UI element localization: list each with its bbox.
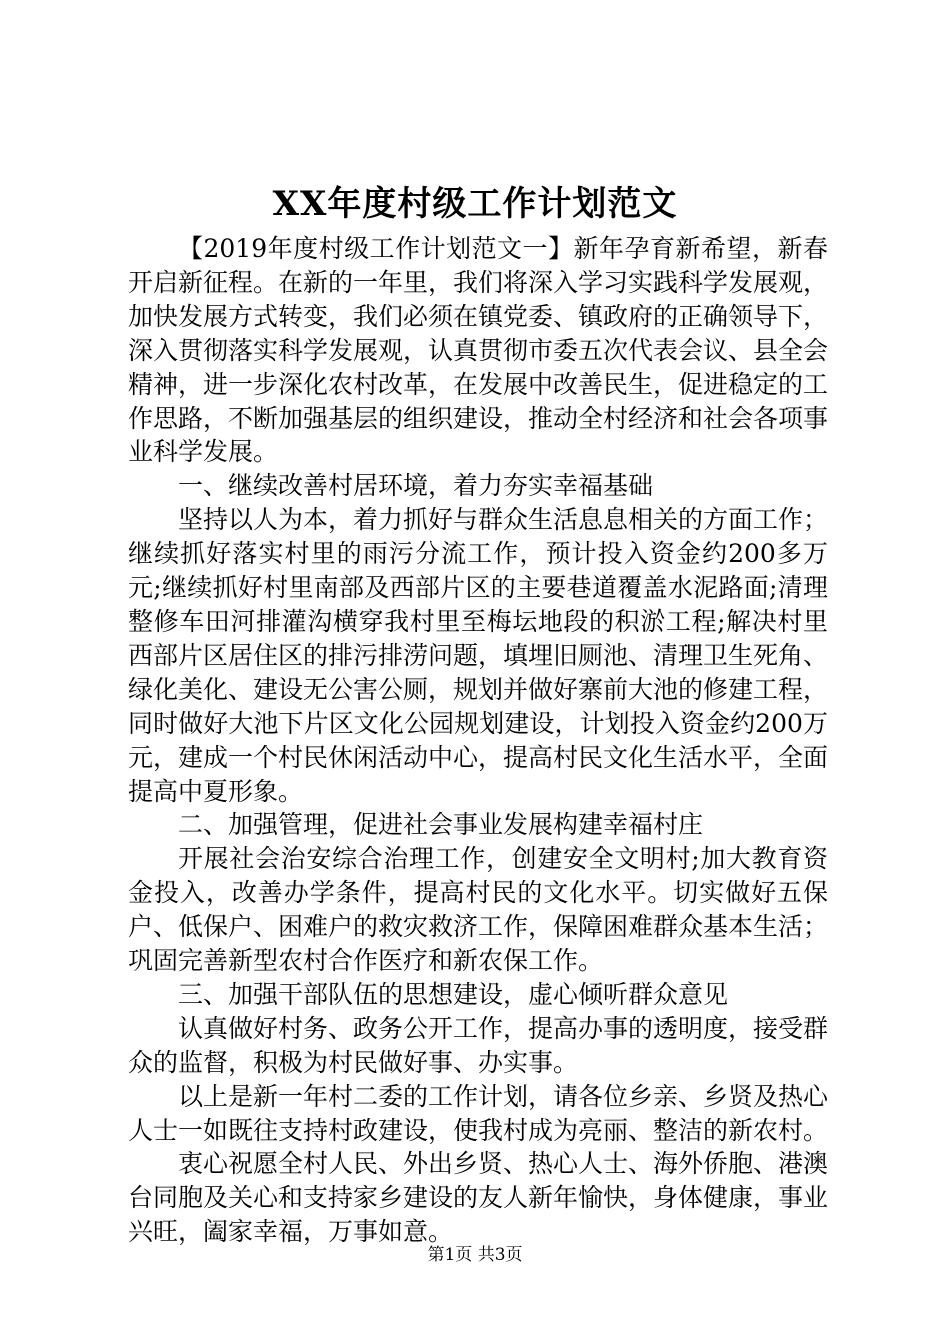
document-title: XX年度村级工作计划范文 bbox=[272, 184, 678, 224]
document-body bbox=[128, 232, 828, 1249]
paragraph-intro: 【2019年度村级工作计划范文一】新年孕育新希望，新春开启新征程。在新的一年里，我们将深入学习实践科学发展观，加快发展方式转变，我们必须在镇党委、镇政府的正确领导下，深入贯彻落实科学发展观，认真贯彻市委五次代表会议、县全会精神，进一步深化农村改革，在发展中改善民生，促进稳定的工作思路，不断加强基层的组织建设，推动全村经济和社会各项事业科学发展。 bbox=[128, 234, 829, 467]
section-heading-2: 二、加强管理，促进社会事业发展构建幸福村庄 bbox=[178, 810, 704, 840]
paragraph-section-2: 开展社会治安综合治理工作，创建安全文明村;加大教育资金投入，改善办学条件，提高村民的文化水平。切实做好五保户、低保户、困难户的救灾救济工作，保障困难群众基本生活；巩固完善新型农村合作医疗和新农保工作。 bbox=[128, 844, 829, 976]
paragraph-wishes: 衷心祝愿全村人民、外出乡贤、热心人士、海外侨胞、港澳台同胞及关心和支持家乡建设的友人新年愉快，身体健康，事业兴旺，阖家幸福，万事如意。 bbox=[128, 1149, 829, 1247]
section-heading-3: 三、加强干部队伍的思想建设，虚心倾听群众意见 bbox=[178, 979, 729, 1009]
paragraph-section-1: 坚持以人为本，着力抓好与群众生活息息相关的方面工作；继续抓好落实村里的雨污分流工作，预计投入资金约200多万元;继续抓好村里南部及西部片区的主要巷道覆盖水泥路面;清理整修车田河排灌沟横穿我村里至梅坛地段的积淤工程;解决村里西部片区居住区的排污排涝问题，填埋旧厕池、清理卫生死角、绿化美化、建设无公害公厕，规划并做好寨前大池的修建工程，同时做好大池下片区文化公园规划建设，计划投入资金约200万元，建成一个村民休闲活动中心，提高村民文化生活水平，全面提高中夏形象。 bbox=[128, 505, 829, 806]
paragraph-closing: 以上是新一年村二委的工作计划，请各位乡亲、乡贤及热心人士一如既往支持村政建设，使我村成为亮丽、整洁的新农村。 bbox=[128, 1081, 829, 1145]
section-heading-1: 一、继续改善村居环境，着力夯实幸福基础 bbox=[178, 471, 654, 501]
paragraph-section-3: 认真做好村务、政务公开工作，提高办事的透明度，接受群众的监督，积极为村民做好事、办实事。 bbox=[128, 1013, 829, 1077]
page-number: 第1页 共3页 bbox=[427, 1245, 523, 1265]
